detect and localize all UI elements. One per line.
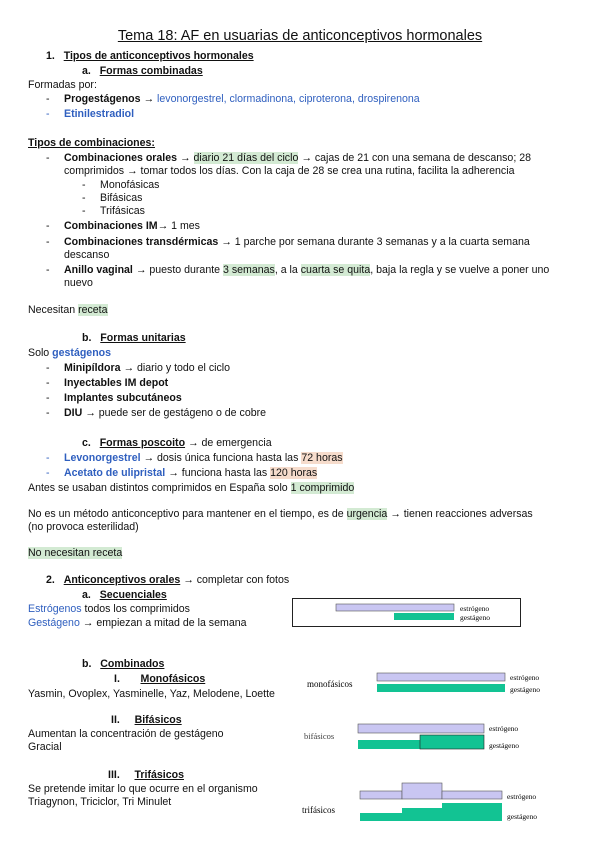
bifasicos-label: bifásicos xyxy=(304,731,335,741)
list-item: - Combinaciones orales → diario 21 días del ciclo → cajas de 21 con una semana de descanso; 28 comprimidos → tomar todos los días. Con la caja de 28 se crea una rutina, facilita la adherencia xyxy=(46,152,531,177)
bifasicos-diagram xyxy=(302,718,552,754)
section-1b-heading: b. Formas unitarias xyxy=(82,332,186,344)
section-2-heading: 2. Anticonceptivos orales → completar con fotos xyxy=(46,574,290,586)
trifasicos-text-1: Se pretende imitar lo que ocurre en el organismo xyxy=(28,783,258,795)
gestagen-phase-1 xyxy=(360,813,402,821)
section-2b-heading: b. Combinados xyxy=(82,658,165,670)
estrogen-bar xyxy=(358,724,484,733)
gestagen-label: gestágeno xyxy=(510,685,540,694)
section-2a-heading: a. Secuenciales xyxy=(82,589,167,601)
formadas-text: Formadas por: xyxy=(28,79,97,91)
list-item: - Minipíldora → diario y todo el ciclo xyxy=(46,362,231,374)
bifasicos-text-1: Aumentan la concentración de gestágeno xyxy=(28,728,224,740)
secuenciales-diagram xyxy=(292,598,522,628)
section-1a-heading: a. Formas combinadas xyxy=(82,65,203,77)
monofasicos-text: Yasmin, Ovoplex, Yasminelle, Yaz, Melodene, Loette xyxy=(28,688,275,700)
monofasicos-label: monofásicos xyxy=(307,679,353,689)
list-item: - Progestágenos → levonorgestrel, clormadinona, ciproterona, drospirenona xyxy=(46,93,420,105)
gestagen-phase-2 xyxy=(402,808,442,821)
estrogen-phase-3 xyxy=(442,791,502,799)
estrogen-label: estrógeno xyxy=(489,724,519,733)
gestageno-text: Gestágeno → empiezan a mitad de la semana xyxy=(28,617,247,629)
list-item: - Etinilestradiol xyxy=(46,108,135,120)
gestagen-label: gestágeno xyxy=(507,812,537,821)
gestagen-bar xyxy=(377,684,505,692)
no-es-text: No es un método anticonceptivo para mantener en el tiempo, es de urgencia → tienen reacciones adversas xyxy=(28,508,533,520)
trifasicos-label: trifásicos xyxy=(302,805,335,815)
gestagen-bar-high xyxy=(420,735,484,749)
gestagen-label: gestágeno xyxy=(460,613,490,622)
list-item: - Anillo vaginal → puesto durante 3 semanas, a la cuarta se quita, baja la regla y se vuelve a poner uno nuevo xyxy=(46,264,550,289)
estrogen-phase-1 xyxy=(360,791,402,799)
list-item: - DIU → puede ser de gestágeno o de cobre xyxy=(46,407,267,419)
estrogen-label: estrógeno xyxy=(460,604,490,613)
section-1c-heading: c. Formas poscoito → de emergencia xyxy=(82,437,272,449)
list-item: - Levonorgestrel → dosis única funciona hasta las 72 horas xyxy=(46,452,343,464)
estrogen-label: estrógeno xyxy=(507,792,537,801)
necesitan-receta: Necesitan receta xyxy=(28,304,108,316)
list-item: - Combinaciones IM→ 1 mes xyxy=(46,220,200,232)
section-1-heading: 1. Tipos de anticonceptivos hormonales xyxy=(46,50,254,62)
no-necesitan-receta: No necesitan receta xyxy=(28,547,123,559)
gestagen-bar xyxy=(394,613,454,620)
estrogen-bar xyxy=(336,604,454,611)
page-title: Tema 18: AF en usuarias de anticonceptivos hormonales xyxy=(117,28,483,44)
estrogen-label: estrógeno xyxy=(510,673,540,682)
list-item: - Combinaciones transdérmicas → 1 parche por semana durante 3 semanas y a la cuarta semana descanso xyxy=(46,236,530,261)
list-item: - Implantes subcutáneos xyxy=(46,392,182,404)
gestagen-phase-3 xyxy=(442,803,502,821)
gestagen-label: gestágeno xyxy=(489,741,519,750)
bifasicos-text-2: Gracial xyxy=(28,741,62,753)
solo-gestagenos: Solo gestágenos xyxy=(28,347,112,359)
monofasicos-heading: I. Monofásicos xyxy=(114,673,206,685)
bifasicos-heading: II. Bifásicos xyxy=(111,714,182,726)
antes-text: Antes se usaban distintos comprimidos en España solo 1 comprimido xyxy=(28,482,355,494)
trifasicos-diagram xyxy=(300,780,552,826)
trifasicos-text-2: Triagynon, Triciclor, Tri Minulet xyxy=(28,796,172,808)
gestagen-bar-low xyxy=(358,740,420,749)
tipos-heading: Tipos de combinaciones: xyxy=(28,137,155,149)
estrogen-phase-2 xyxy=(402,783,442,799)
list-item: - Inyectables IM depot xyxy=(46,377,169,389)
list-item: - Acetato de ulipristal → funciona hasta las 120 horas xyxy=(46,467,318,479)
estrogenos-text: Estrógenos todos los comprimidos xyxy=(28,603,190,615)
trifasicos-heading: III. Trifásicos xyxy=(108,769,184,781)
monofasicos-diagram xyxy=(305,668,550,700)
no-es-text-2: (no provoca esterilidad) xyxy=(28,521,139,533)
estrogen-bar xyxy=(377,673,505,681)
